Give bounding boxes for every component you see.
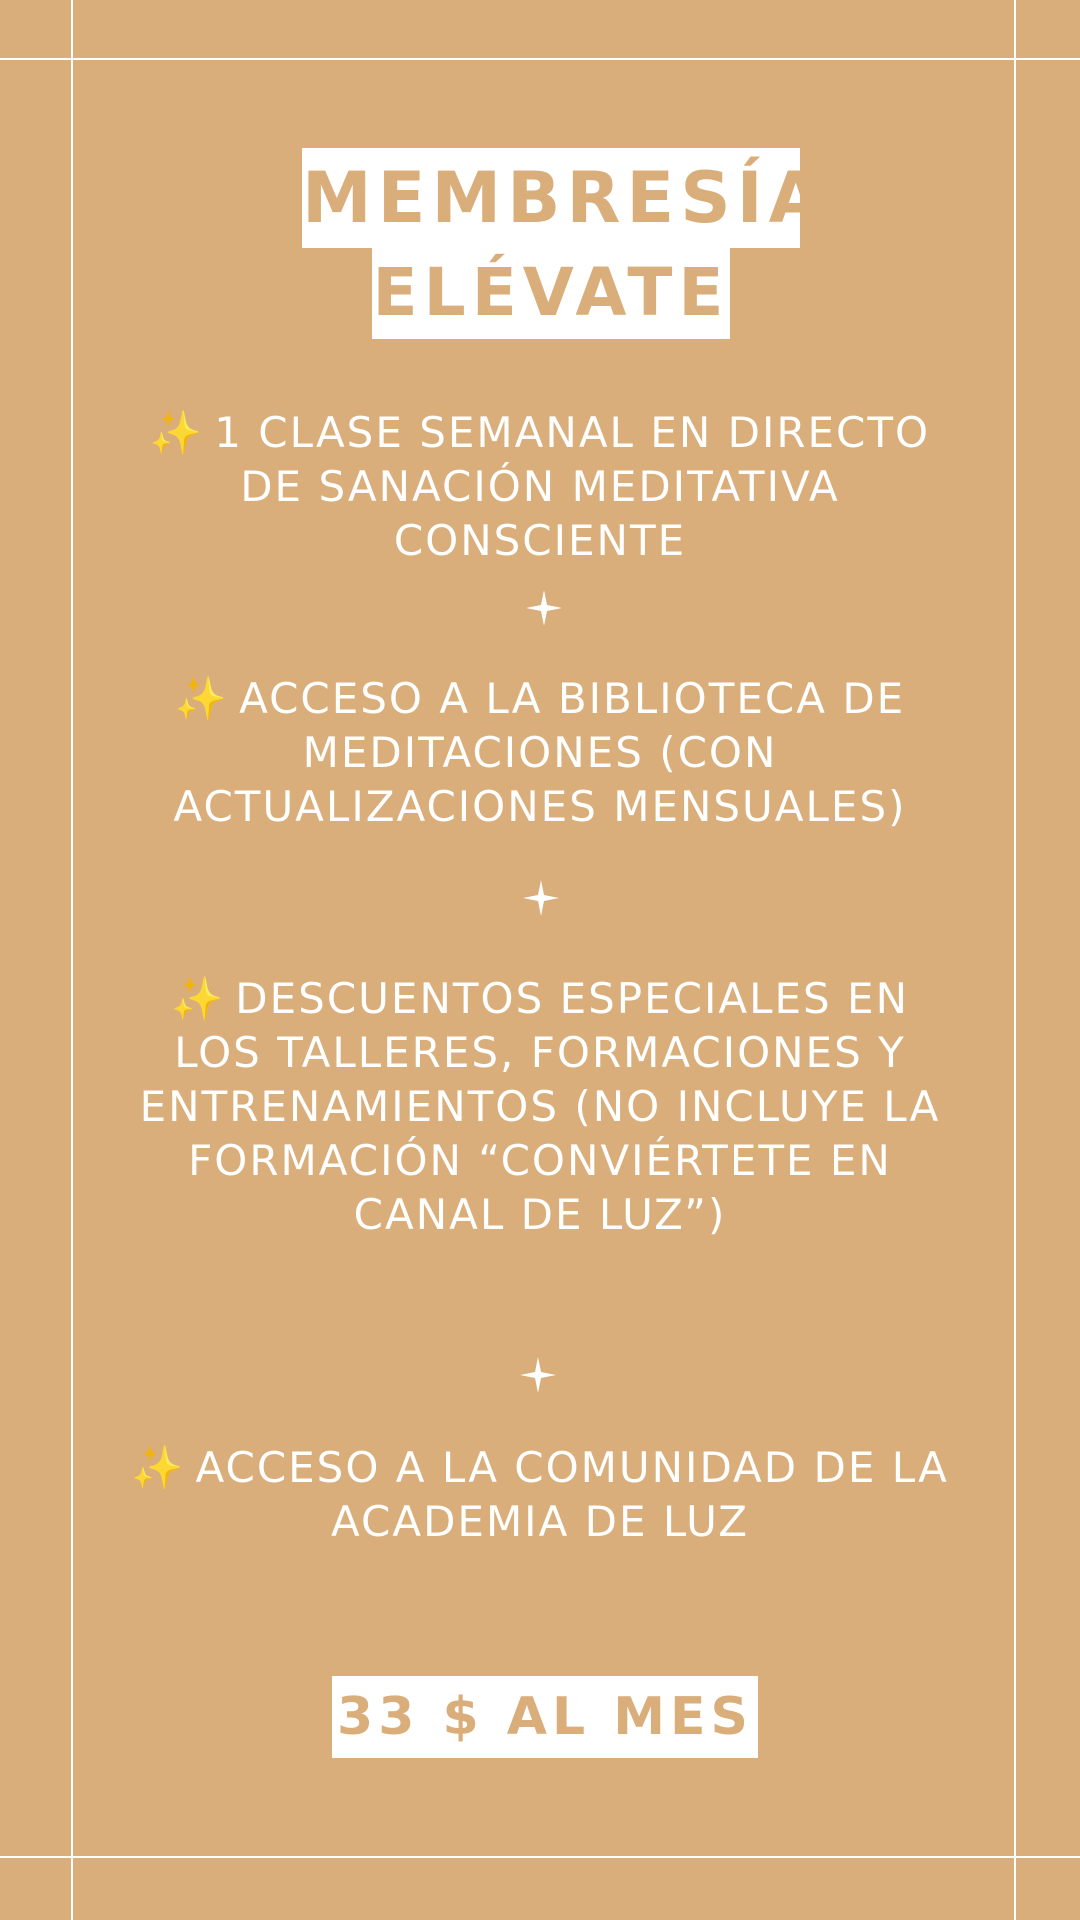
- feature-text-1: 1 CLASE SEMANAL EN DIRECTO DE SANACIÓN MEDITATIVA CONSCIENTE: [214, 408, 931, 565]
- frame-line-bottom: [0, 1856, 1080, 1858]
- feature-text-4: ACCESO A LA COMUNIDAD DE LA ACADEMIA DE LUZ: [195, 1443, 949, 1546]
- frame-line-right: [1014, 0, 1016, 1920]
- sparkles-icon: ✨: [131, 1443, 186, 1492]
- feature-item-2: [130, 672, 950, 834]
- feature-item-4: [130, 1441, 950, 1549]
- frame-line-left: [71, 0, 73, 1920]
- four-point-star-icon: [518, 1355, 558, 1395]
- price-label: 33 $ AL MES: [332, 1676, 758, 1758]
- sparkles-icon: ✨: [174, 674, 230, 723]
- feature-text-3: DESCUENTOS ESPECIALES EN LOS TALLERES, FORMACIONES Y ENTRENAMIENTOS (NO INCLUYE LA FORMACIÓN “CONVIÉRTETE EN CANAL DE LUZ”): [139, 974, 941, 1239]
- feature-item-1: [130, 406, 950, 568]
- title-line-2: ELÉVATE: [372, 247, 730, 339]
- sparkles-icon: ✨: [171, 974, 226, 1023]
- sparkles-icon: ✨: [149, 408, 205, 457]
- four-point-star-icon: [521, 878, 561, 918]
- feature-item-3: [130, 972, 950, 1242]
- feature-text-2: ACCESO A LA BIBLIOTECA DE MEDITACIONES (CON ACTUALIZACIONES MENSUALES): [173, 674, 907, 831]
- title-line-1: MEMBRESÍA: [302, 148, 800, 248]
- frame-line-top: [0, 58, 1080, 60]
- four-point-star-icon: [524, 588, 564, 628]
